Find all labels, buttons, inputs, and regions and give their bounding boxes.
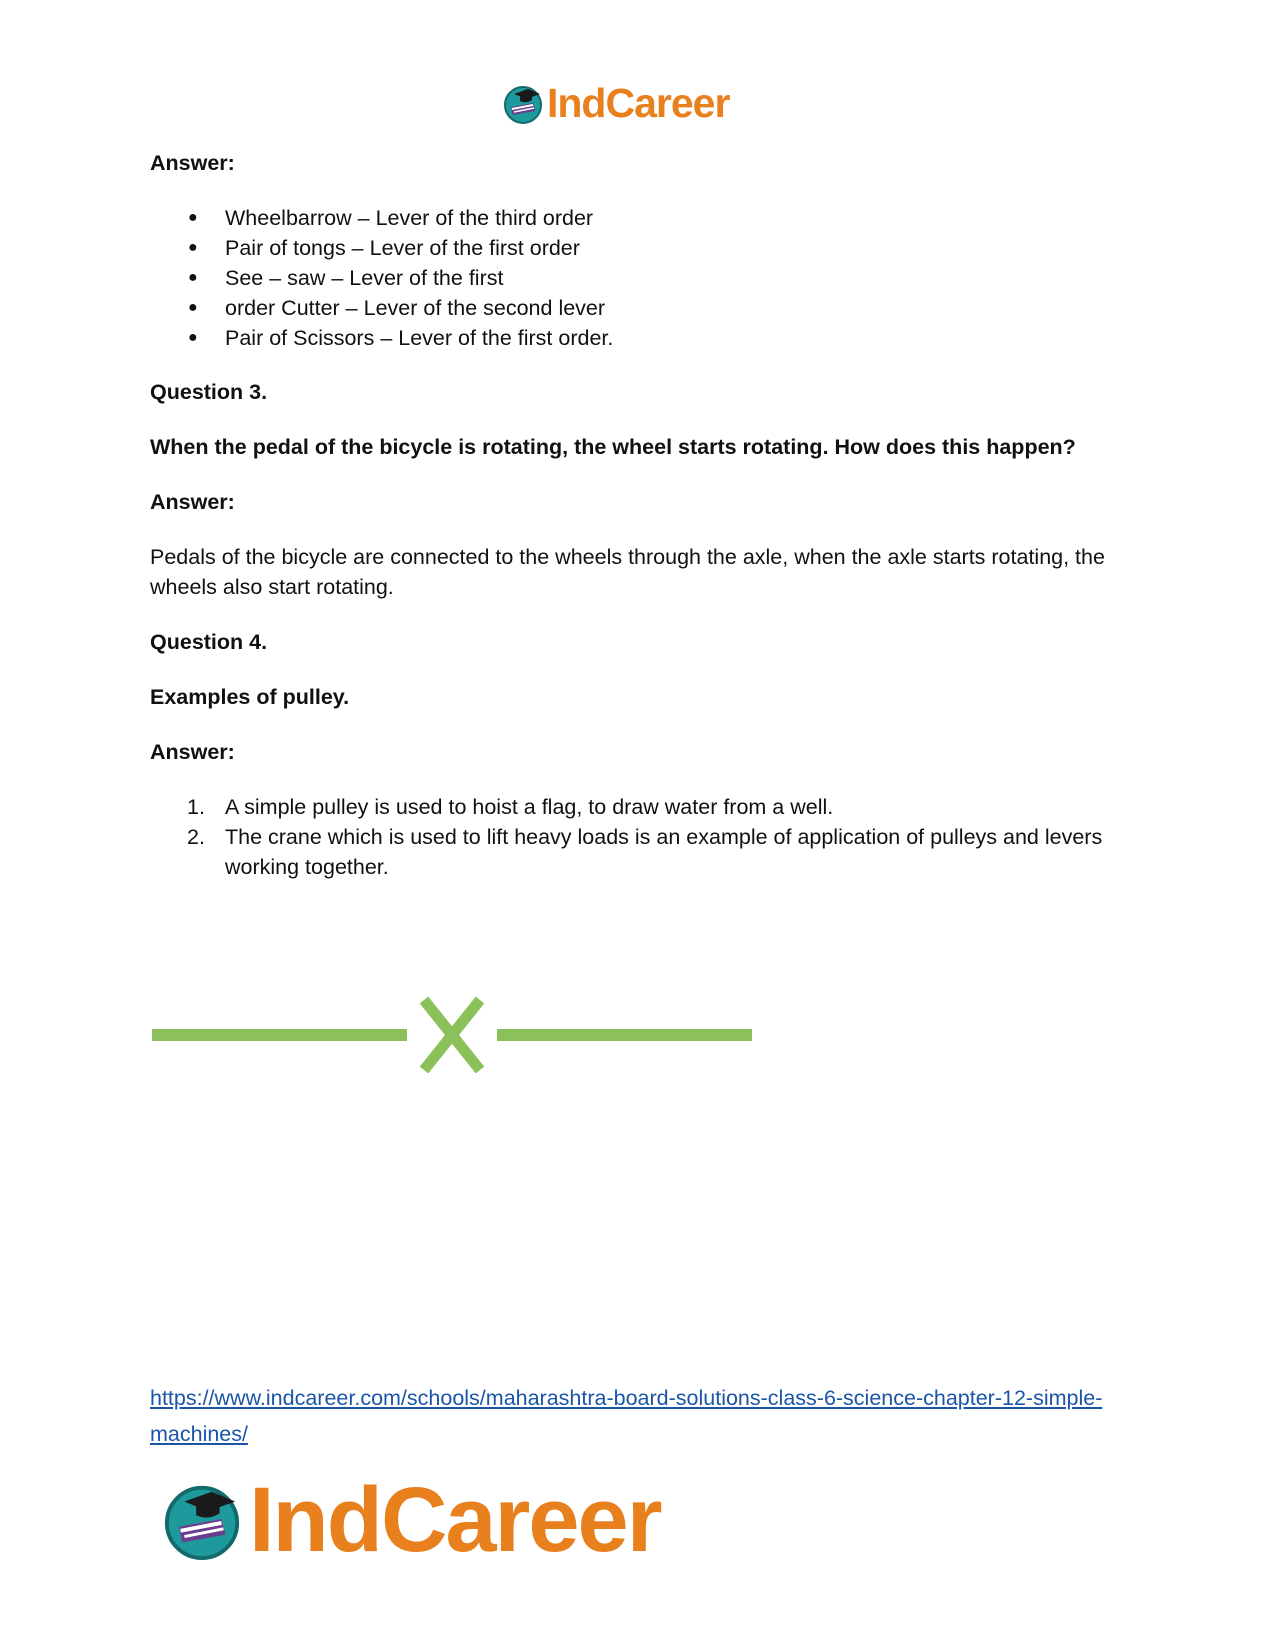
list-item: ● order Cutter – Lever of the second lever xyxy=(150,293,1110,323)
bullet-icon: ● xyxy=(188,329,198,346)
answer-label: Answer: xyxy=(150,740,235,764)
list-item: ● Pair of Scissors – Lever of the first order. xyxy=(150,323,1110,353)
bullet-icon: ● xyxy=(188,209,198,226)
list-item: ● See – saw – Lever of the first xyxy=(150,263,1110,293)
footer-logo xyxy=(161,1468,661,1573)
question-4-text: Examples of pulley. xyxy=(150,685,350,709)
list-item: ● Pair of tongs – Lever of the first order xyxy=(150,233,1110,263)
question-3-text: When the pedal of the bicycle is rotating, the wheel starts rotating. How does this happen? xyxy=(150,435,1076,459)
logo-wordmark: IndCareer xyxy=(547,80,730,126)
answer-label: Answer: xyxy=(150,151,235,175)
logo-globe-icon xyxy=(161,1480,243,1562)
x-divider-icon xyxy=(152,994,752,1074)
list-item: ● Wheelbarrow – Lever of the third order xyxy=(150,203,1110,233)
answer-3-text: Pedals of the bicycle are connected to the wheels through the axle, when the axle starts rotating, the wheels also start rotating. xyxy=(150,545,1105,599)
lever-answers-list xyxy=(150,203,1110,353)
list-item: 1. A simple pulley is used to hoist a flag, to draw water from a well. xyxy=(150,792,1110,822)
logo-globe-icon xyxy=(502,83,544,125)
answer-label: Answer: xyxy=(150,490,235,514)
question-3-label: Question 3. xyxy=(150,380,268,404)
bullet-icon: ● xyxy=(188,239,198,256)
list-item: 2. The crane which is used to lift heavy loads is an example of application of pulleys and levers working together. xyxy=(150,822,1110,882)
document-body xyxy=(150,148,1110,906)
list-number: 1. xyxy=(187,795,205,819)
source-url-link[interactable]: https://www.indcareer.com/schools/maharashtra-board-solutions-class-6-science-chapter-12-simple-machines/ xyxy=(150,1386,1103,1446)
question-4-label: Question 4. xyxy=(150,630,268,654)
list-number: 2. xyxy=(187,825,205,849)
header-logo xyxy=(502,80,729,127)
logo-wordmark: IndCareer xyxy=(249,1469,661,1571)
pulley-answers-list xyxy=(150,792,1110,882)
bullet-icon: ● xyxy=(188,269,198,286)
bullet-icon: ● xyxy=(188,299,198,316)
